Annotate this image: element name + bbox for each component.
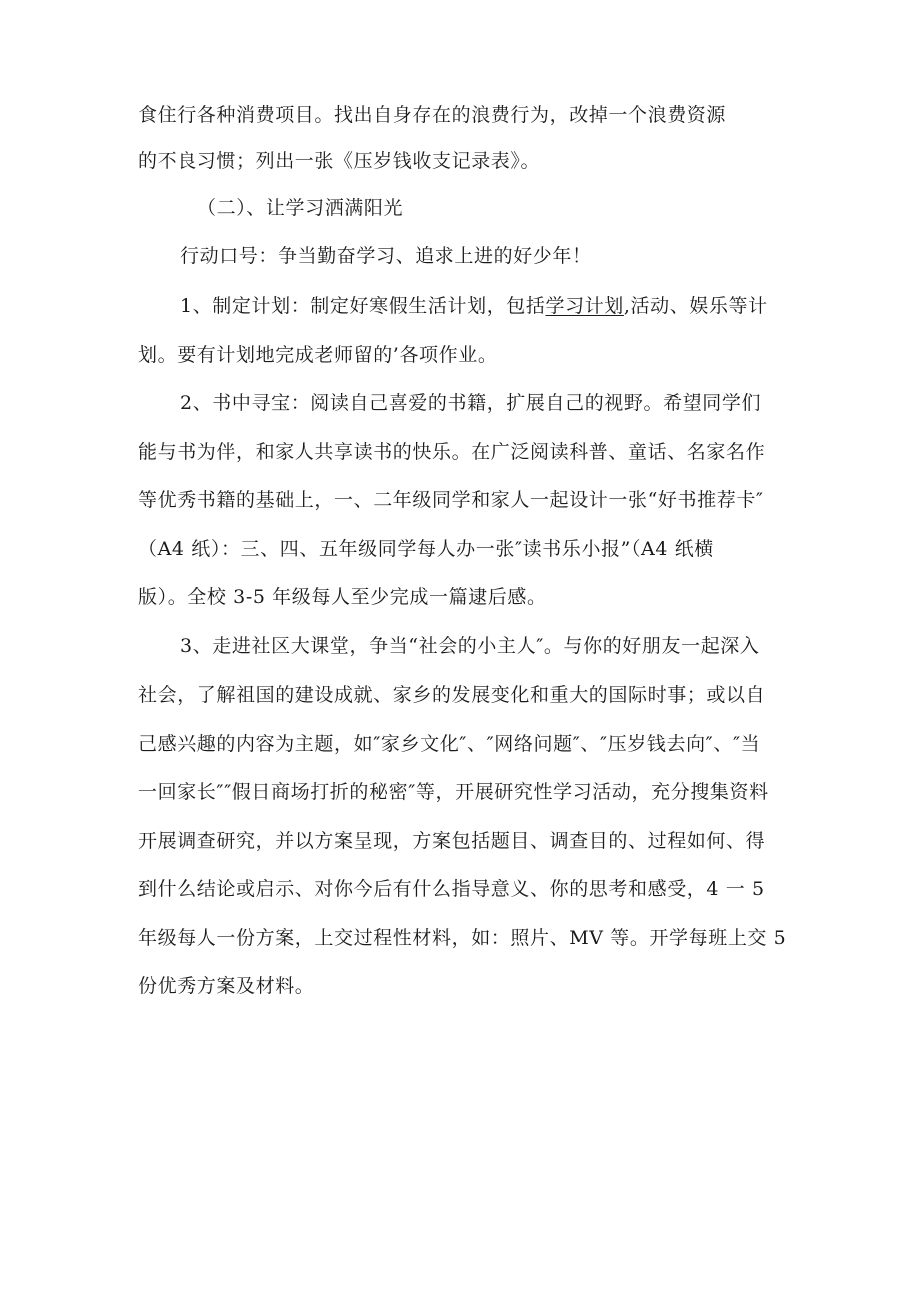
section-heading: （二）、让学习洒满阳光 (197, 197, 404, 219)
paragraph-line: 的不良习惯；列出一张《压岁钱收支记录表》。 (138, 150, 541, 172)
item-1-line-2: 划。要有计划地完成老师留的’各项作业。 (138, 344, 498, 366)
item-2-line: 等优秀书籍的基础上，一、二年级同学和家人一起设计一张“好书推荐卡″ (138, 489, 764, 511)
item-3-line: 社会，了解祖国的建设成就、家乡的发展变化和重大的国际时事；或以自 (138, 684, 766, 706)
item-2-line: （A4 纸）：三、四、五年级同学每人办一张″读书乐小报”（A4 纸横 (138, 538, 714, 560)
item-3-line: 份优秀方案及材料。 (138, 975, 315, 997)
item-2-line: 版）。全校 3-5 年级每人至少完成一篇逮后感。 (138, 586, 547, 608)
item-3-line: 年级每人一份方案，上交过程性材料，如：照片、MV 等。开学每班上交 5 (138, 927, 787, 949)
item-3-line: 到什么结论或启示、对你今后有什么指导意义、你的思考和感受，4 一 5 (138, 878, 765, 900)
item-2-line: 能与书为伴，和家人共享读书的快乐。在广泛阅读科普、童话、名家名作 (138, 441, 766, 463)
paragraph-line: 食住行各种消费项目。找出自身存在的浪费行为，改掉一个浪费资源 (138, 104, 727, 126)
slogan: 行动口号：争当勤奋学习、追求上进的好少年！ (180, 245, 592, 267)
item-1-line-1 (180, 293, 768, 319)
item-1-text-cont: ,活动、娱乐等计 (623, 295, 768, 317)
study-plan-link[interactable]: 学习计划 (545, 295, 624, 317)
item-1-text: 1、制定计划：制定好寒假生活计划，包括 (180, 295, 546, 317)
item-3-line: 开展调查研究，并以方案呈现，方案包括题目、调查目的、过程如何、得 (138, 830, 766, 852)
item-3-line: 己感兴趣的内容为主题，如″家乡文化″、″网络问题″、″压岁钱去向″、″当 (138, 733, 761, 755)
item-3-line: 3、走进社区大课堂，争当“社会的小主人″。与你的好朋友一起深入 (180, 635, 760, 657)
item-2-line: 2、书中寻宝：阅读自己喜爱的书籍，扩展自己的视野。希望同学们 (180, 392, 762, 414)
item-3-line: 一回家长″″假日商场打折的秘密″等，开展研究性学习活动，充分搜集资料 (138, 781, 769, 803)
